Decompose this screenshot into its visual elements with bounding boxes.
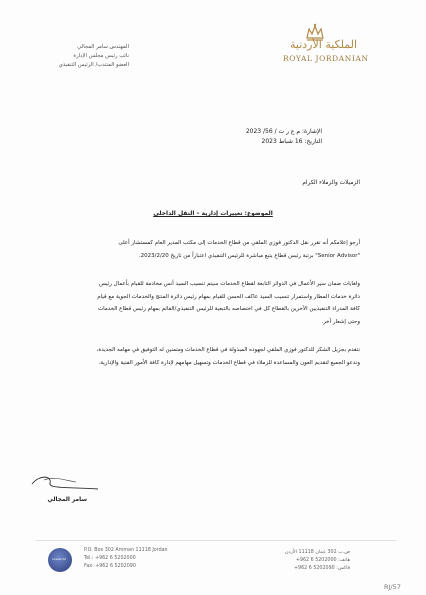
signature-name: سامر المجالي — [47, 497, 87, 503]
footer-divider — [36, 540, 396, 541]
paragraph-line: ولغايات ضمان سير الأعمال في الدوائر التابعة لقطاع الخدمات سيتم تنسيب السيد أنس مخادمة للقيام بأعمال رئيس — [99, 281, 360, 287]
page-code: RJ/57 — [384, 583, 401, 591]
paragraph-line: "Senior Advisor" برتبة رئيس قطاع يتبع مباشرة للرئيس التنفيذي اعتباراً من تاريخ 2023/2/20. — [138, 252, 360, 259]
footer-fax-en: Fax: +962 6 5202090 — [84, 564, 136, 569]
subject-text: الموضوع: تغييرات إدارية – النقل الداخلي — [153, 210, 273, 217]
footer-address-en: P.O. Box 302 Amman 11118 Jordan — [84, 548, 168, 553]
paragraph-2 — [50, 278, 360, 328]
paragraph-line: وندعو الجميع لتقديم العون والمساعدة للزملاء في قطاع الخدمات وتسهيل مهامهم لإدارة كافة الأمور الفنية والإدارية. — [98, 359, 360, 366]
sender-title: نائب رئيس مجلس الإدارة — [73, 53, 129, 59]
salutation: الزميلات والزملاء الكرام — [302, 180, 360, 186]
reference-date: التاريخ: 16 شباط 2023 — [261, 138, 322, 145]
footer-fax-ar: فاكس: 5202090 6 962+ — [294, 566, 350, 571]
paragraph-line: وحتى إشعار آخر. — [321, 318, 360, 325]
logo-english: ROYAL JORDANIAN — [283, 54, 369, 63]
paragraph-line: أرجو إعلامكم أنه تقرر نقل الدكتور فوزي الملقي من قطاع الخدمات إلى مكتب المدير العام كمستشار أعلى — [118, 240, 360, 246]
footer-tel-en: Tel.: +962 6 5202000 — [84, 556, 136, 561]
paragraph-line: نتقدم بجزيل الشكر للدكتور فوزي الملقي لجهوده المبذولة في قطاع الخدمات ومتمنين له التوفيق في مهامه الجديدة، — [96, 347, 360, 353]
paragraph-line: دائرة خدمات المطار واستمرار تنسيب السيد عاكف الحسن للقيام بمهام رئيس دائرة المنتج والخدمات الجوية مع قيام — [97, 293, 360, 300]
sender-name: المهندس سامر المجالي — [77, 44, 129, 50]
paragraph-1 — [50, 237, 360, 262]
logo-arabic: الملكية الأردنية — [290, 38, 358, 51]
subject-line — [0, 210, 426, 217]
paragraph-line: كافة المدراء التنفيذيين الآخرين بالقطاع كل في اختصاصه بالتبعية للرئيس التنفيذي/القائم بمهام رئيس قطاع الخدمات — [97, 306, 360, 312]
oneworld-logo-text: oneworld — [52, 557, 66, 561]
paragraph-3 — [50, 344, 360, 369]
reference-number: الإشارة: م ع ر ت / 56/ 2023 — [245, 128, 322, 135]
footer-address-ar: ص.ب 302 عمان 11118 الأردن — [284, 550, 350, 555]
footer-tel-ar: هاتف: 5202000 6 962+ — [295, 558, 350, 563]
handwritten-signature — [30, 470, 100, 492]
sender-role: العضو المنتدب/ الرئيس التنفيذي — [58, 62, 129, 68]
